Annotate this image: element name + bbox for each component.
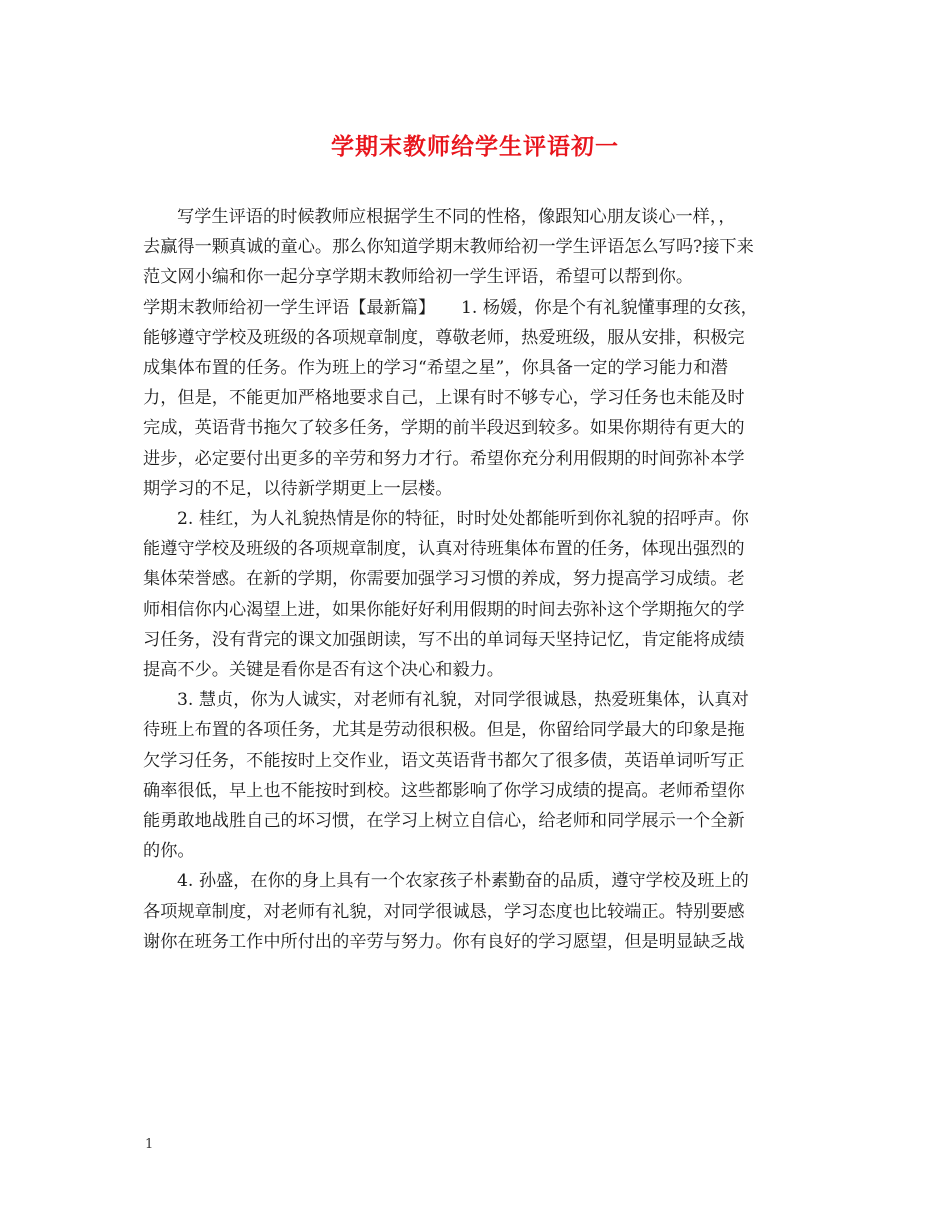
text-line: 期学习的不足，以待新学期更上一层楼。 — [143, 478, 453, 499]
text-line: 完成，英语背书拖欠了较多任务，学期的前半段迟到较多。如果你期待有更大的 — [143, 418, 745, 439]
text-line: 谢你在班务工作中所付出的辛劳与努力。你有良好的学习愿望，但是明显缺乏战 — [143, 931, 745, 952]
page-number: 1 — [145, 1137, 154, 1152]
text-line: 进步，必定要付出更多的辛劳和努力才行。希望你充分利用假期的时间弥补本学 — [143, 448, 745, 469]
text-line: 提高不少。关键是看你是否有这个决心和毅力。 — [143, 660, 504, 681]
text-line: 力，但是，不能更加严格地要求自己，上课有时不够专心，学习任务也未能及时 — [143, 388, 745, 409]
text-line: 能遵守学校及班级的各项规章制度，认真对待班集体布置的任务，体现出强烈的 — [143, 539, 745, 560]
paragraph-comment-2 — [143, 504, 811, 685]
text-line: 各项规章制度，对老师有礼貌，对同学很诚恳，学习态度也比较端正。特别要感 — [143, 901, 745, 922]
paragraph-comment-4 — [143, 866, 811, 957]
text-line: 3. 慧贞，你为人诚实，对老师有礼貌，对同学很诚恳，热爱班集体，认真对 — [177, 690, 749, 711]
paragraph-comment-3 — [143, 685, 811, 866]
text-line: 习任务，没有背完的课文加强朗读，写不出的单词每天坚持记忆，肯定能将成绩 — [143, 629, 745, 650]
text-line: 能够遵守学校及班级的各项规章制度，尊敬老师，热爱班级，服从安排，积极完 — [143, 327, 745, 348]
paragraph-comment-1 — [143, 293, 811, 504]
text-line: 成集体布置的任务。作为班上的学习“希望之星”，你具备一定的学习能力和潜 — [143, 358, 728, 379]
text-line: 能勇敢地战胜自己的坏习惯，在学习上树立自信心，给老师和同学展示一个全新 — [143, 811, 745, 832]
text-line: 学期末教师给初一学生评语【最新篇】 1. 杨媛，你是个有礼貌懂事理的女孩， — [143, 297, 758, 318]
document-body — [143, 202, 811, 957]
text-line: 范文网小编和你一起分享学期末教师给初一学生评语，希望可以帮到你。 — [143, 267, 694, 288]
text-line: 集体荣誉感。在新的学期，你需要加强学习习惯的养成，努力提高学习成绩。老 — [143, 569, 745, 590]
text-line: 待班上布置的各项任务，尤其是劳动很积极。但是，你留给同学最大的印象是拖 — [143, 720, 745, 741]
text-line: 2. 桂红，为人礼貌热情是你的特征，时时处处都能听到你礼貌的招呼声。你 — [177, 509, 749, 530]
paragraph-intro — [143, 202, 811, 293]
text-line: 的你。 — [143, 841, 195, 862]
text-line: 师相信你内心渴望上进，如果你能好好利用假期的时间去弥补这个学期拖欠的学 — [143, 599, 745, 620]
text-line: 去赢得一颗真诚的童心。那么你知道学期末教师给初一学生评语怎么写吗?接下来 — [143, 237, 754, 258]
text-line: 欠学习任务，不能按时上交作业，语文英语背书都欠了很多债，英语单词听写正 — [143, 750, 745, 771]
text-line: 写学生评语的时候教师应根据学生不同的性格，像跟知心朋友谈心一样，， — [177, 207, 736, 227]
text-line: 4. 孙盛，在你的身上具有一个农家孩子朴素勤奋的品质，遵守学校及班上的 — [177, 871, 749, 892]
text-line: 确率很低，早上也不能按时到校。这些都影响了你学习成绩的提高。老师希望你 — [143, 780, 745, 801]
document-title: 学期末教师给学生评语初一 — [331, 133, 619, 160]
